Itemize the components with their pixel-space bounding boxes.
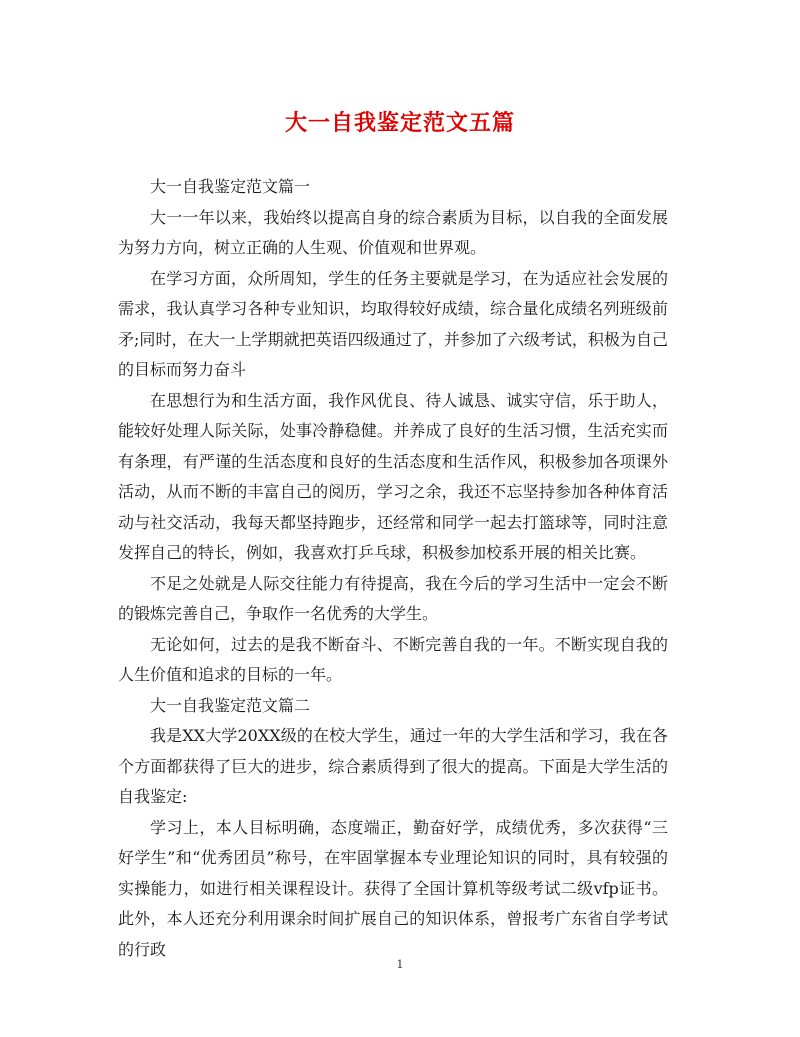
paragraph: 无论如何，过去的是我不断奋斗、不断完善自我的一年。不断实现自我的人生价值和追求的目标的一年。: [118, 634, 668, 684]
section-heading-2: 大一自我鉴定范文篇二: [150, 695, 311, 715]
paragraph: 大一一年以来，我始终以提高自身的综合素质为目标，以自我的全面发展为努力方向，树立正确的人生观、价值观和世界观。: [118, 207, 668, 257]
paragraph: 我是XX大学20XX级的在校大学生，通过一年的大学生活和学习，我在各个方面都获得了巨大的进步，综合素质得到了很大的提高。下面是大学生活的自我鉴定:: [118, 726, 668, 806]
document-body: [118, 172, 668, 965]
paragraph: 学习上，本人目标明确，态度端正，勤奋好学，成绩优秀，多次获得“三好学生”和“优秀团员”称号，在牢固掌握本专业理论知识的同时，具有较强的实操能力，如进行相关课程设计。获得了全国计算机等级考试二级vfp证书。此外，本人还充分利用课余时间扩展自己的知识体系，曾报考广东省自学考试的行政: [118, 817, 668, 959]
page-number: 1: [396, 958, 404, 971]
paragraph: 不足之处就是人际交往能力有待提高，我在今后的学习生活中一定会不断的锻炼完善自己，争取作一名优秀的大学生。: [118, 573, 668, 623]
paragraph: 在学习方面，众所周知，学生的任务主要就是学习，在为适应社会发展的需求，我认真学习各种专业知识，均取得较好成绩，综合量化成绩名列班级前矛;同时，在大一上学期就把英语四级通过了，并参加了六级考试，积极为自己的目标而努力奋斗: [118, 268, 668, 379]
section-heading-1: 大一自我鉴定范文篇一: [150, 177, 311, 196]
document-title: 大一自我鉴定范文五篇: [284, 110, 515, 136]
paragraph: 在思想行为和生活方面，我作风优良、待人诚恳、诚实守信，乐于助人，能较好处理人际关际，处事冷静稳健。并养成了良好的生活习惯，生活充实而有条理，有严谨的生活态度和良好的生活态度和生活作风，积极参加各项课外活动，从而不断的丰富自己的阅历，学习之余，我还不忘坚持参加各种体育活动与社交活动，我每天都坚持跑步，还经常和同学一起去打篮球等，同时注意发挥自己的特长，例如，我喜欢打乒乓球，积极参加校系开展的相关比赛。: [118, 390, 668, 562]
